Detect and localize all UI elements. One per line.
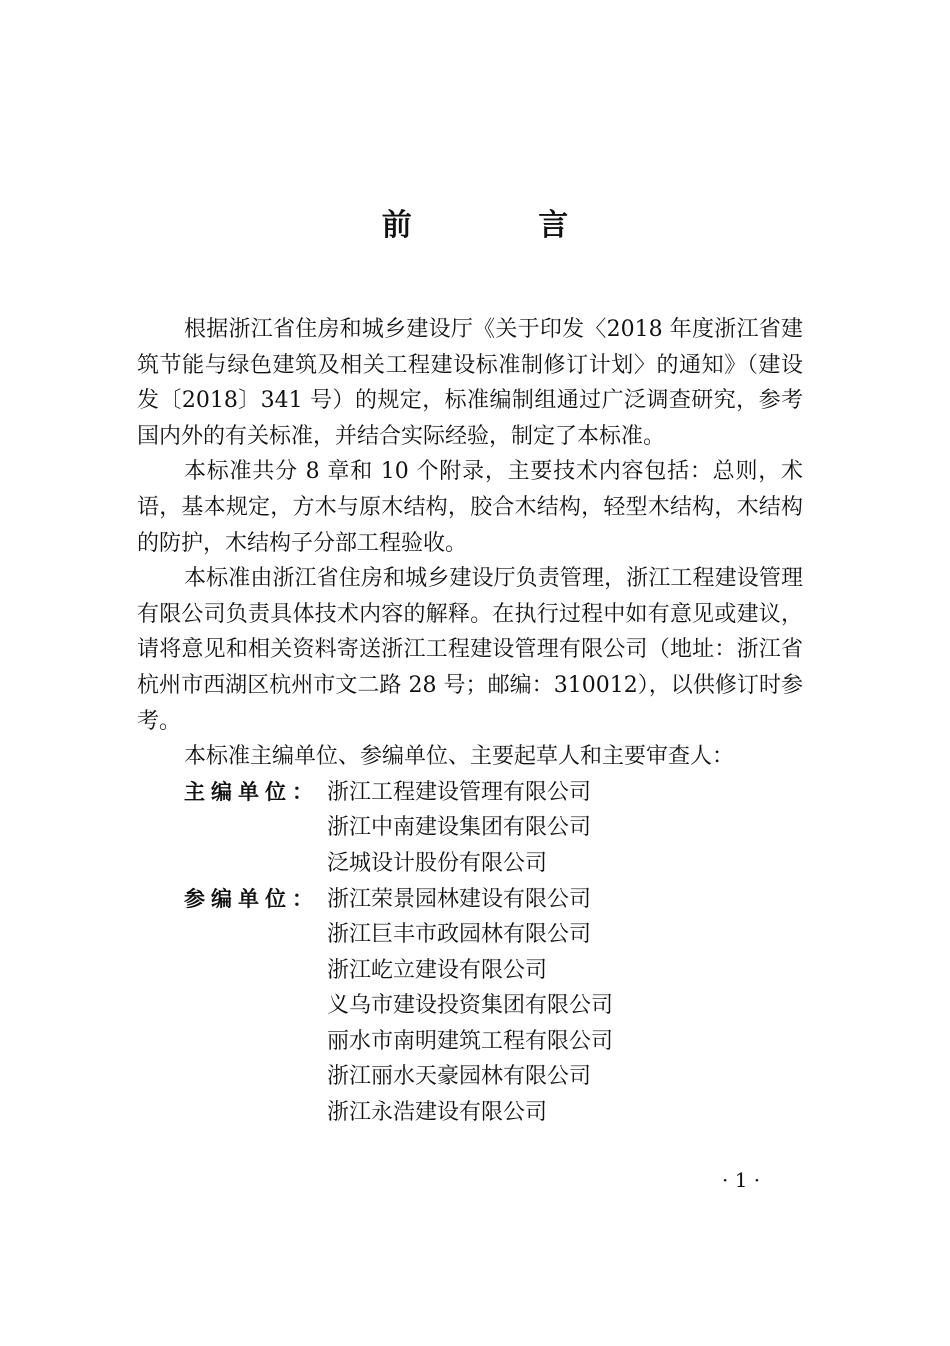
chief-units-label: 主编单位： — [184, 779, 319, 804]
participating-unit-item: 丽水市南明建筑工程有限公司 — [327, 1028, 614, 1054]
paragraph-contents: 本标准共分 8 章和 10 个附录，主要技术内容包括：总则，术语，基本规定，方木与原木结构，胶合木结构，轻型木结构，木结构的防护，木结构子分部工程验收。 — [137, 459, 803, 556]
page-number: · 1 · — [722, 1168, 761, 1192]
chief-units-group — [184, 775, 803, 882]
participating-units-list — [327, 882, 613, 1131]
participating-units-label: 参编单位： — [184, 886, 319, 911]
participating-units-group — [184, 882, 803, 1131]
preface-body — [137, 312, 803, 1131]
participating-unit-item: 浙江丽水天豪园林有限公司 — [327, 1064, 592, 1090]
paragraph-units-intro: 本标准主编单位、参编单位、主要起草人和主要审查人： — [184, 744, 735, 770]
paragraph-management: 本标准由浙江省住房和城乡建设厅负责管理，浙江工程建设管理有限公司负责具体技术内容的解释。在执行过程中如有意见或建议，请将意见和相关资料寄送浙江工程建设管理有限公司（地址：浙江省杭州市西湖区杭州市文二路 28 号；邮编：310012），以供修订时参考。 — [137, 566, 803, 734]
chief-unit-item: 浙江中南建设集团有限公司 — [327, 815, 592, 841]
chief-unit-item: 泛城设计股份有限公司 — [327, 850, 548, 876]
chief-units-list — [327, 775, 591, 882]
chief-unit-item: 浙江工程建设管理有限公司 — [327, 779, 592, 805]
participating-unit-item: 浙江荣景园林建设有限公司 — [327, 886, 592, 912]
participating-unit-item: 浙江永浩建设有限公司 — [327, 1100, 548, 1126]
participating-unit-item: 浙江屹立建设有限公司 — [327, 957, 548, 983]
participating-unit-item: 浙江巨丰市政园林有限公司 — [327, 922, 592, 948]
participating-unit-item: 义乌市建设投资集团有限公司 — [327, 993, 614, 1019]
units-section — [184, 775, 803, 1131]
page-title: 前 言 — [381, 208, 627, 243]
paragraph-basis: 根据浙江省住房和城乡建设厅《关于印发〈2018 年度浙江省建筑节能与绿色建筑及相关工程建设标准制修订计划〉的通知》（建设发〔2018〕341 号）的规定，标准编制组通过广泛调查研究，参考国内外的有关标准，并结合实际经验，制定了本标准。 — [137, 317, 803, 449]
